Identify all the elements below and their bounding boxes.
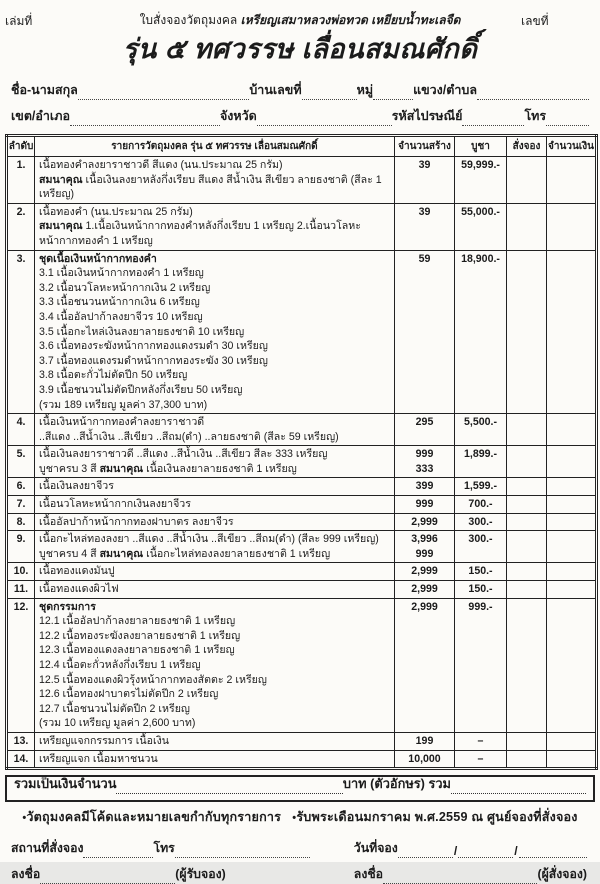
order-quantity-blank — [507, 203, 547, 250]
quantity-made: 3,996 999 — [395, 531, 455, 563]
table-row — [7, 581, 597, 599]
name-label: ชื่อ-นามสกุล — [11, 83, 78, 97]
customer-section — [5, 79, 595, 126]
item-description: เนื้อทองคำ (นน.ประมาณ 25 กรัม) สมนาคุณ 1.เนื้อเงินหน้ากากทองคำหลังกึ่งเรียบ 1 เหรียญ 2.เนื้อนวโลหะหน้ากากทองคำ 1 เหรียญ — [35, 203, 395, 250]
form-header — [5, 8, 595, 31]
order-quantity-blank — [507, 496, 547, 514]
row-number: 2. — [7, 203, 35, 250]
quantity-made: 399 — [395, 478, 455, 496]
sign-label: ลงชื่อ — [11, 867, 41, 882]
order-quantity-blank — [507, 598, 547, 732]
row-number: 12. — [7, 598, 35, 732]
item-description: เนื้อเงินลงยาจีวร — [35, 478, 395, 496]
row-number: 4. — [7, 414, 35, 446]
row-number: 10. — [7, 563, 35, 581]
order-quantity-blank — [507, 563, 547, 581]
quantity-made: 2,999 — [395, 581, 455, 599]
order-table-header-row — [7, 136, 597, 157]
order-quantity-blank — [507, 513, 547, 531]
column-header: สั่งจอง — [507, 136, 547, 157]
item-description: เนื้อนวโลหะหน้ากากเงินลงยาจีวร — [35, 496, 395, 514]
row-number: 11. — [7, 581, 35, 599]
date-separator: / — [514, 844, 518, 859]
item-description: เนื้อเงินหน้ากากทองคำลงยาราชาวดี ..สีแดง ..สีน้ำเงิน ..สีเขียว ..สีถม(ดำ) ..ลายธงชาติ (สีละ 59 เหรียญ) — [35, 414, 395, 446]
orderer-sign-blank — [383, 871, 537, 884]
date-line — [354, 836, 587, 858]
table-row — [7, 750, 597, 769]
table-row — [7, 478, 597, 496]
quantity-made: 2,999 — [395, 598, 455, 732]
moo-blank — [373, 87, 413, 100]
quantity-made: 295 — [395, 414, 455, 446]
item-description: เนื้อทองคำลงยาราชาวดี สีแดง (นน.ประมาณ 25 กรัม) สมนาคุณ เนื้อเงินลงยาหลังกึ่งเรียบ สีแดง สีน้ำเงิน สีเขียว ลายธงชาติ (สีละ 1 เหรียญ) — [35, 157, 395, 204]
postcode-label: รหัสไปรษณีย์ — [391, 109, 463, 123]
footer-right — [328, 836, 587, 884]
phone-blank — [546, 113, 589, 126]
worship-price: 700.- — [455, 496, 507, 514]
grand-total-amount-blank — [116, 781, 342, 794]
date-year-blank — [519, 845, 587, 858]
row-number: 6. — [7, 478, 35, 496]
row-number: 1. — [7, 157, 35, 204]
volume-number-label: เล่มที่ — [5, 14, 33, 28]
date-day-blank — [398, 845, 453, 858]
moo-label: หมู่ — [356, 83, 374, 97]
row-number: 9. — [7, 531, 35, 563]
order-quantity-blank — [507, 531, 547, 563]
quantity-made: 999 — [395, 496, 455, 514]
order-quantity-blank — [507, 581, 547, 599]
worship-price: 1,899.- — [455, 446, 507, 478]
table-row — [7, 513, 597, 531]
series-title: รุ่น ๕ ทศวรรษ เลื่อนสมณศักดิ์ — [122, 34, 478, 64]
worship-price: 59,999.- — [455, 157, 507, 204]
receiver-sign-line — [11, 862, 310, 884]
table-row — [7, 496, 597, 514]
amount-blank — [547, 478, 597, 496]
amount-blank — [547, 563, 597, 581]
name-blank — [78, 87, 250, 100]
orderer-sign-line — [354, 862, 587, 884]
subdistrict-label: แขวง/ตำบล — [413, 83, 477, 97]
table-row — [7, 563, 597, 581]
form-title-line — [93, 8, 507, 30]
grand-total-label: รวมเป็นเงินจำนวน — [14, 776, 117, 792]
sign-label: ลงชื่อ — [353, 867, 384, 882]
amount-blank — [547, 581, 597, 599]
order-quantity-blank — [507, 478, 547, 496]
amount-blank — [547, 414, 597, 446]
amount-blank — [547, 203, 597, 250]
order-quantity-blank — [507, 157, 547, 204]
table-row — [7, 598, 597, 732]
column-header: บูชา — [455, 136, 507, 157]
date-label: วันที่จอง — [353, 841, 398, 856]
table-row — [7, 446, 597, 478]
item-description: เนื้อทองแดงมันปู — [35, 563, 395, 581]
footer-phone-blank — [175, 845, 310, 858]
province-blank — [257, 113, 392, 126]
orderer-label: (ผู้สั่งจอง) — [537, 867, 587, 882]
quantity-made: 2,999 — [395, 513, 455, 531]
row-number: 3. — [7, 250, 35, 414]
worship-price: 150.- — [455, 563, 507, 581]
quantity-made: 2,999 — [395, 563, 455, 581]
table-row — [7, 157, 597, 204]
worship-price: – — [455, 750, 507, 769]
row-number: 13. — [7, 732, 35, 750]
item-description: เหรียญแจก เนื้อมหาชนวน — [35, 750, 395, 769]
postcode-blank — [462, 113, 524, 126]
house-no-label: บ้านเลขที่ — [249, 83, 302, 97]
order-quantity-blank — [507, 732, 547, 750]
footer-phone-label: โทร — [153, 841, 175, 856]
worship-price: 300.- — [455, 531, 507, 563]
customer-line-2 — [11, 105, 589, 126]
district-label: เขต/อำเภอ — [11, 109, 70, 123]
customer-line-1 — [11, 79, 589, 100]
place-line — [11, 836, 310, 858]
worship-price: 18,900.- — [455, 250, 507, 414]
amount-blank — [547, 157, 597, 204]
footer-section — [5, 836, 595, 884]
item-description: เนื้อกะไหล่ทองลงยา ..สีแดง ..สีน้ำเงิน ..สีเขียว ..สีถม(ดำ) (สีละ 999 เหรียญ) บูชาครบ 4 สี สมนาคุณ เนื้อกะไหล่ทองลงยาลายธงชาติ 1 เหรียญ — [35, 531, 395, 563]
table-row — [7, 250, 597, 414]
column-header: ลำดับ — [7, 136, 35, 157]
form-title: ใบสั่งจองวัตถุมงคล — [139, 13, 238, 27]
column-header: จำนวนเงิน — [547, 136, 597, 157]
grand-total-box — [5, 775, 595, 802]
bullet-icon: • — [292, 812, 297, 825]
note-code: วัตถุมงคลมีโค้ดและหมายเลขกำกับทุกรายการ — [26, 810, 282, 825]
order-table-body — [7, 157, 597, 769]
order-quantity-blank — [507, 414, 547, 446]
table-row — [7, 414, 597, 446]
quantity-made: 59 — [395, 250, 455, 414]
amount-blank — [547, 496, 597, 514]
column-header: จำนวนสร้าง — [395, 136, 455, 157]
order-table — [5, 134, 598, 770]
amount-blank — [547, 513, 597, 531]
table-row — [7, 732, 597, 750]
place-label: สถานที่สั่งจอง — [11, 841, 84, 856]
column-header: รายการวัตถุมงคล รุ่น ๕ ทศวรรษ เลื่อนสมณศักดิ์ — [35, 136, 395, 157]
item-description: เนื้อเงินลงยาราชาวดี ..สีแดง ..สีน้ำเงิน ..สีเขียว สีละ 333 เหรียญ บูชาครบ 3 สี สมนาคุณ เนื้อเงินลงยาลายธงชาติ 1 เหรียญ — [35, 446, 395, 478]
grand-total-text-blank — [451, 781, 586, 794]
receiver-sign-blank — [40, 871, 175, 884]
amount-blank — [547, 732, 597, 750]
date-separator: / — [453, 844, 458, 859]
row-number: 5. — [7, 446, 35, 478]
worship-price: 300.- — [455, 513, 507, 531]
row-number: 8. — [7, 513, 35, 531]
item-description: ชุดเนื้อเงินหน้ากากทองคำ 3.1 เนื้อเงินหน้ากากทองคำ 1 เหรียญ 3.2 เนื้อนวโลหะหน้ากากเงิน 2 เหรียญ 3.3 เนื้อชนวนหน้ากากเงิน 6 เหรียญ 3.4 เนื้ออัลปาก้าลงยาจีวร 10 เหรียญ 3.5 เนื้อกะไหล่เงินลงยาลายธงชาติ 10 เหรียญ 3.6 เนื้อทองระฆังหน้ากากทองแดงรมดำ 30 เหรียญ 3.7 เนื้อทองแดงรมดำหน้ากากทองระฆัง 30 เหรียญ 3.8 เนื้อตะกั่วไม่ตัดปีก 50 เหรียญ 3.9 เนื้อชนวนไม่ตัดปีกหลังกึ่งเรียบ 50 เหรียญ (รวม 189 เหรียญ มูลค่า 37,300 บาท) — [35, 250, 395, 414]
worship-price: – — [455, 732, 507, 750]
order-quantity-blank — [507, 750, 547, 769]
phone-label: โทร — [524, 109, 547, 123]
province-label: จังหวัด — [219, 109, 257, 123]
form-subtitle: เหรียญเสมาหลวงพ่อทวด เหยียบน้ำทะเลจืด — [240, 13, 461, 27]
amount-blank — [547, 446, 597, 478]
row-number: 7. — [7, 496, 35, 514]
worship-price: 5,500.- — [455, 414, 507, 446]
footer-left — [11, 836, 328, 884]
receiver-label: (ผู้รับจอง) — [175, 867, 226, 882]
house-no-blank — [302, 87, 357, 100]
order-quantity-blank — [507, 250, 547, 414]
quantity-made: 39 — [395, 203, 455, 250]
note-pickup: รับพระเดือนมกราคม พ.ศ.2559 ณ ศูนย์จองที่สั่งจอง — [296, 810, 578, 825]
serial-number-label: เลขที่ — [521, 14, 549, 28]
worship-price: 999.- — [455, 598, 507, 732]
table-row — [7, 203, 597, 250]
worship-price: 150.- — [455, 581, 507, 599]
amount-blank — [547, 598, 597, 732]
subdistrict-blank — [477, 87, 589, 100]
quantity-made: 999 333 — [395, 446, 455, 478]
baht-text-label: บาท (ตัวอักษร) รวม — [342, 776, 451, 792]
order-quantity-blank — [507, 446, 547, 478]
row-number: 14. — [7, 750, 35, 769]
date-month-blank — [458, 845, 513, 858]
quantity-made: 39 — [395, 157, 455, 204]
place-blank — [83, 845, 153, 858]
bullet-icon: • — [22, 812, 27, 825]
item-description: เนื้ออัลปาก้าหน้ากากทองฝาบาตร ลงยาจีวร — [35, 513, 395, 531]
quantity-made: 10,000 — [395, 750, 455, 769]
notes-line — [5, 807, 595, 827]
worship-price: 1,599.- — [455, 478, 507, 496]
district-blank — [70, 113, 220, 126]
item-description: เหรียญแจกกรรมการ เนื้อเงิน — [35, 732, 395, 750]
item-description: ชุดกรรมการ 12.1 เนื้ออัลปาก้าลงยาลายธงชาติ 1 เหรียญ 12.2 เนื้อทองระฆังลงยาลายธงชาติ 1 เหรียญ 12.3 เนื้อทองแดงลงยาลายธงชาติ 1 เหรียญ 12.4 เนื้อตะกั่วหลังกึ่งเรียบ 1 เหรียญ 12.5 เนื้อทองแดงผิวรุ้งหน้ากากทองสัตตะ 2 เหรียญ 12.6 เนื้อทองฝาบาตรไม่ตัดปีก 2 เหรียญ 12.7 เนื้อชนวนไม่ตัดปีก 2 เหรียญ (รวม 10 เหรียญ มูลค่า 2,600 บาท) — [35, 598, 395, 732]
worship-price: 55,000.- — [455, 203, 507, 250]
table-row — [7, 531, 597, 563]
quantity-made: 199 — [395, 732, 455, 750]
amount-blank — [547, 531, 597, 563]
amount-blank — [547, 750, 597, 769]
amount-blank — [547, 250, 597, 414]
item-description: เนื้อทองแดงผิวไฟ — [35, 581, 395, 599]
